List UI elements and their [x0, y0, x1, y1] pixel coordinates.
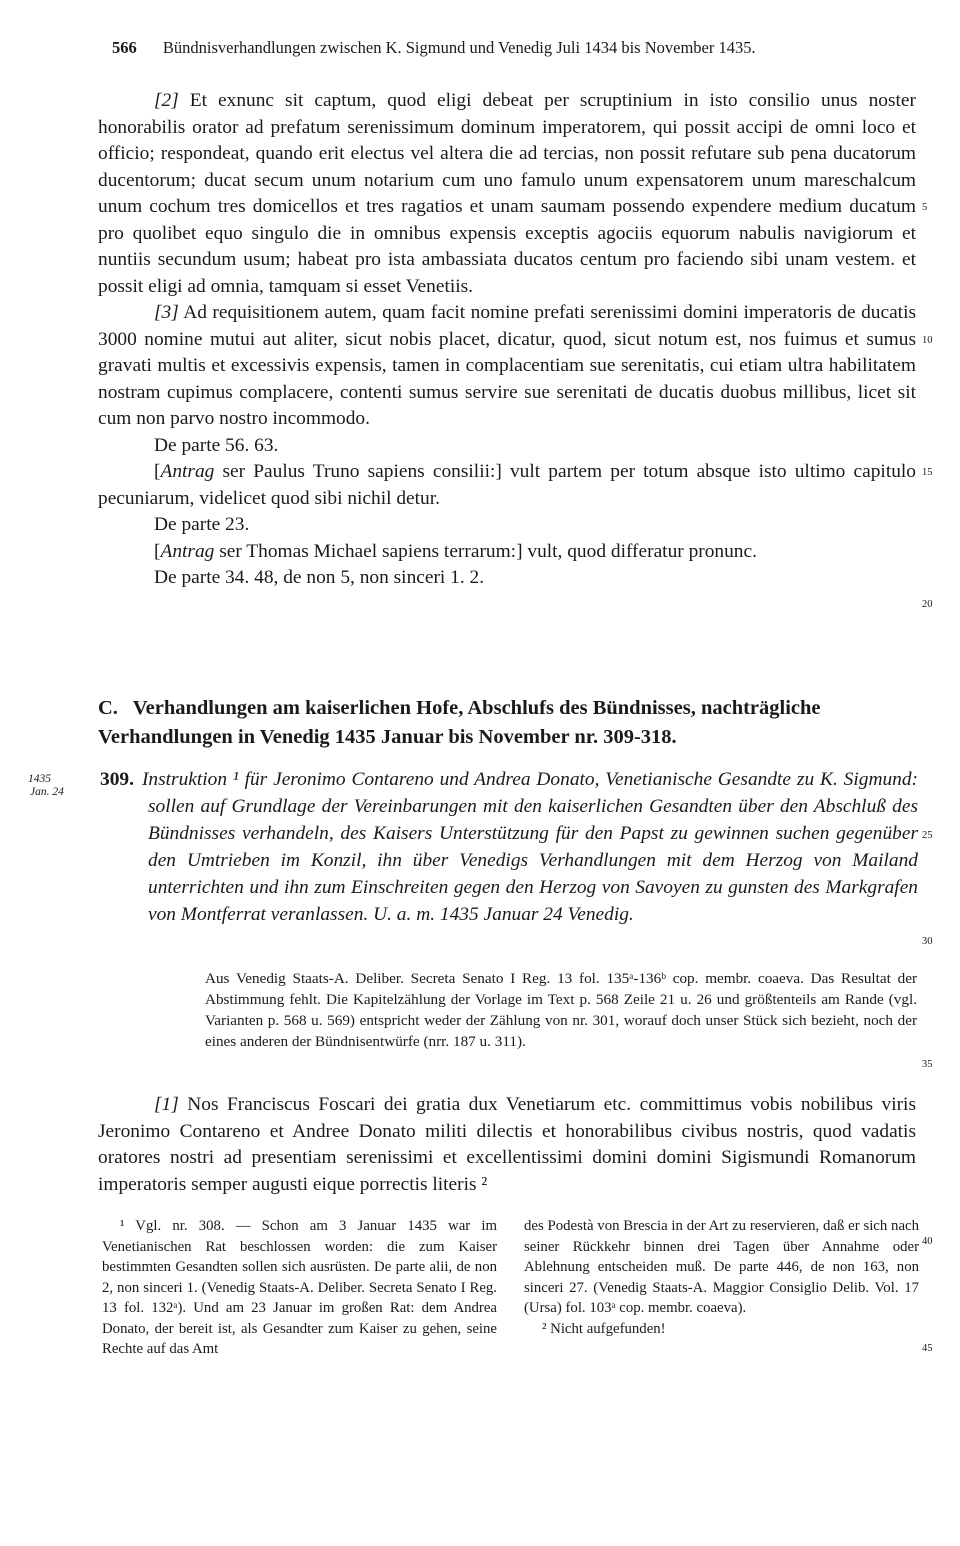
footnote-1: ¹ Vgl. nr. 308. — Schon am 3 Januar 1435 war im Venetianischen Rat beschlossen worden: die zum Kaiser bestimmten Gesandten sollen sich ausrüsten. De parte alii, de non 2, non sinceri 1. (Venedig Staats-A. Deliber. Secreta Senato I Reg. 13 fol. 132ᵃ). Und am 23 Januar im großen Rat: dem Andrea Donato, der bereit ist, als Gesandter zum Kaiser zu gehen, seine Rechte auf das Amt	[102, 1218, 497, 1357]
document-number: 309.	[100, 769, 134, 790]
motion-thomas-michael: [Antrag ser Thomas Michael sapiens terrarum:] vult, quod differatur pronunc.	[154, 540, 757, 562]
regest	[100, 766, 918, 928]
section-title: Verhandlungen am kaiserlichen Hofe, Abschlufs des Bündnisses, nachträgliche Verhandlungen in Venedig 1435 Januar bis November nr. 309-318.	[98, 697, 821, 748]
source-note: Aus Venedig Staats-A. Deliber. Secreta Senato I Reg. 13 fol. 135ᵃ-136ᵇ cop. membr. coaeva. Das Resultat der Abstimmung fehlt. Die Kapitelzählung der Vorlage im Text p. 568 Zeile 21 u. 26 und größtenteils am Rande (vgl. Varianten p. 568 u. 569) entspricht weder der Zählung von nr. 301, worauf doch unser Stück sich bezieht, noch der eines anderen der Bündnisentwürfe (nrr. 187 u. 311).	[205, 970, 917, 1050]
footnote-column-right	[524, 1216, 919, 1339]
page-number: 566	[112, 38, 137, 57]
line-number: 20	[922, 599, 933, 610]
vote-result: De parte 34. 48, de non 5, non sinceri 1. 2.	[154, 567, 485, 588]
running-title: Bündnisverhandlungen zwischen K. Sigmund und Venedig Juli 1434 bis November 1435.	[162, 38, 756, 57]
footnote-2: ² Nicht aufgefunden!	[542, 1320, 666, 1337]
margin-year: 1435	[28, 773, 51, 785]
paragraph-label: [2]	[154, 90, 179, 111]
section-heading	[98, 694, 918, 752]
margin-day: Jan. 24	[30, 786, 64, 798]
line-number: 30	[922, 936, 933, 947]
running-header	[112, 38, 912, 58]
line-number: 35	[922, 1059, 933, 1070]
line-number: 10	[922, 335, 933, 346]
footnote-column-left	[102, 1216, 497, 1360]
vote-result: De parte 56. 63.	[154, 434, 279, 456]
vote-result: De parte 23.	[154, 514, 250, 535]
instruction-text	[98, 1092, 916, 1198]
decree-text	[98, 88, 916, 592]
paragraph-label: [3]	[154, 302, 179, 323]
paragraph-3: [3] Ad requisitionem autem, quam facit nomine prefati serenissimi domini imperatoris de ducatis 3000 nomine mutui aut aliter, sicut nobis placet, dicatur, quod, sicut notum est, nos fuimus et sumus gravati multis et excessivis expensis, tamen in complacentiam sue serenitatis, cui etiam ultra habilitatem nostram cupimus complacere, contenti sumus servire sue serenitati de ducatis duobus millibus, licet sit cum non parvo nostro incommodo.	[98, 302, 916, 429]
line-number: 40	[922, 1236, 933, 1247]
section-label: C.	[98, 697, 118, 719]
footnote-1-continued: des Podestà von Brescia in der Art zu reservieren, daß er sich nach seiner Rückkehr binnen drei Tagen über Annahme oder Ablehnung entscheiden muß. De parte 446, de non 163, non sinceri 27. (Venedig Staats-A. Maggior Consiglio Delib. Vol. 17 (Ursa) fol. 103ᵃ cop. membr. coaeva).	[524, 1218, 919, 1316]
margin-date	[28, 773, 64, 799]
paragraph-1: [1] Nos Franciscus Foscari dei gratia dux Venetiarum etc. committimus vobis nobilibus viris Jeronimo Contareno et Andree Donato militi dilectis et honorabilibus civibus nostris, quod vadatis oratores nostri ad presentiam serenissimi et excellentissimi domini domini Sigismundi Romanorum imperatoris semper augusti eique porrectis literis ²	[98, 1094, 916, 1195]
line-number: 5	[922, 202, 928, 213]
line-number: 15	[922, 467, 933, 478]
paragraph-label: [1]	[154, 1094, 179, 1115]
motion-paulus-truno: [Antrag ser Paulus Truno sapiens consilii:] vult partem per totum absque isto ultimo capitulo pecuniarum, videlicet quod sibi nichil detur.	[98, 461, 916, 509]
regest-text: Instruktion ¹ für Jeronimo Contareno und Andrea Donato, Venetianische Gesandte zu K. Sigmund: sollen auf Grundlage der Vereinbarungen mit den kaiserlichen Gesandten über den Abschluß des Bündnisses verhandeln, des Kaisers Unterstützung für den Papst zu gewinnen suchen gegenüber den Umtrieben im Konzil, ihn über Venedigs Verhandlungen mit dem Herzog von Mailand unterrichten und ihn zum Einschreiten gegen den Herzog von Savoyen zu gunsten des Markgrafen von Montferrat veranlassen. U. a. m. 1435 Januar 24 Venedig.	[141, 769, 918, 925]
line-number: 25	[922, 830, 933, 841]
paragraph-2: [2] Et exnunc sit captum, quod eligi debeat per scruptinium in isto consilio unus noster honorabilis orator ad prefatum serenissimum dominum imperatorem, qui possit accipi de omni loco et officio; respondeat, quando erit electus vel altera die ad tercias, non possit refutare sub pena ducatorum ducentorum; ducat secum unum notarium cum uno famulo unum expensatorem unum mareschalcum unum cochum tres domicellos et tres ragatios et unam saumam possendo expendere medium ducatum pro quolibet equo singulo die in omnibus expensis exceptis agociis equorum nabulis navigiorum et nuntiis secundum usum; habeat pro ista ambassiata ducatos centum pro faciendo sibi unam vestem. et possit eligi ad omnia, tamquam si esset Venetiis.	[98, 90, 916, 297]
line-number: 45	[922, 1343, 933, 1354]
